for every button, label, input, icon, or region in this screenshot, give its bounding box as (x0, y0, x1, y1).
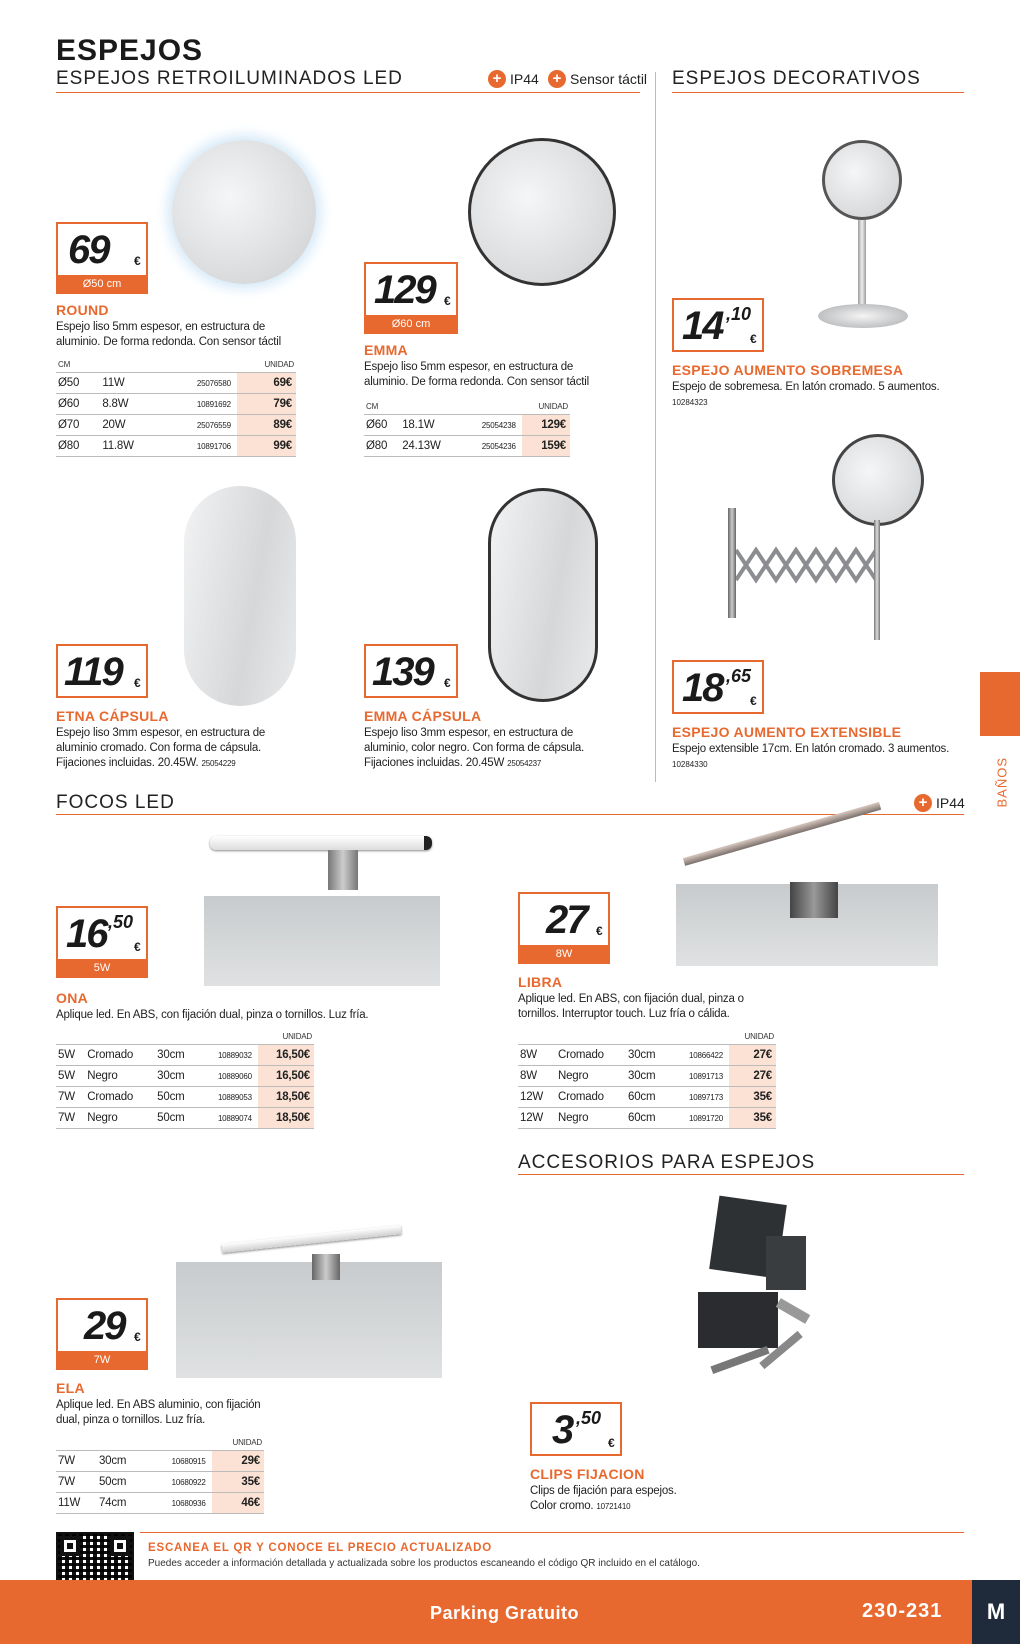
price-integer: 27 (546, 898, 587, 942)
product-name-libra: LIBRA (518, 974, 563, 990)
page-numbers: 230-231 (862, 1600, 943, 1622)
price-integer: 18 (682, 666, 723, 710)
product-name-extensible: ESPEJO AUMENTO EXTENSIBLE (672, 724, 902, 740)
price-currency: € (444, 294, 451, 308)
product-name-clips: CLIPS FIJACION (530, 1466, 645, 1482)
spec-table-ona (56, 1032, 314, 1129)
clips-image (696, 1196, 816, 1396)
qr-title: ESCANEA EL QR Y CONOCE EL PRECIO ACTUALIZADO (148, 1542, 493, 1554)
emma-capsule-mirror-image (488, 488, 598, 702)
table-mirror-image (810, 136, 920, 336)
libra-lamp-image (683, 802, 881, 866)
table-row: 5W Cromado 30cm 10889032 16,50€ (56, 1045, 314, 1066)
price-tag-ela (56, 1298, 148, 1370)
price-currency: € (134, 1330, 141, 1344)
product-ref-sobremesa: 10284323 (672, 398, 708, 407)
feature-ip44 (914, 794, 965, 812)
product-desc-libra: Aplique led. En ABS, con fijación dual, pinza o tornillos. Interruptor touch. Luz fría o cálida. (518, 993, 744, 1020)
ona-lamp-image (210, 836, 432, 850)
page-title: ESPEJOS (56, 34, 204, 67)
column-divider (655, 72, 656, 782)
product-desc-ela: Aplique led. En ABS aluminio, con fijación dual, pinza o tornillos. Luz fría. (56, 1399, 261, 1426)
table-row: 12W Cromado 60cm 10897173 35€ (518, 1087, 776, 1108)
product-desc-etna: Espejo liso 3mm espesor, en estructura de aluminio cromado. Con forma de cápsula. Fijaciones incluidas. 20.45W. 25054229 (56, 727, 266, 769)
plus-icon: + (914, 794, 932, 812)
table-row: Ø60 8.8W 10891692 79€ (56, 394, 296, 415)
spec-table-emma (364, 402, 570, 457)
feature-sensor (548, 70, 647, 88)
plus-icon: + (488, 70, 506, 88)
product-desc-ona: Aplique led. En ABS, con fijación dual, pinza o tornillos. Luz fría. (56, 1009, 369, 1021)
section-title-accessories: ACCESORIOS PARA ESPEJOS (518, 1152, 816, 1173)
section-divider (56, 814, 964, 815)
price-tag-emma-capsula (364, 644, 458, 698)
price-integer: 3 (552, 1408, 573, 1452)
product-name-sobremesa: ESPEJO AUMENTO SOBREMESA (672, 362, 904, 378)
price-tag-extensible (672, 660, 764, 714)
price-currency: € (608, 1436, 615, 1450)
round-mirror-image (172, 140, 316, 284)
extensible-mirror-image (728, 430, 928, 640)
product-name-etna: ETNA CÁPSULA (56, 708, 169, 724)
size-label: Ø60 cm (364, 315, 458, 334)
table-row: Ø50 11W 25076580 69€ (56, 373, 296, 394)
section-title-decorative: ESPEJOS DECORATIVOS (672, 68, 921, 89)
col-header-unit: UNIDAD (264, 360, 294, 369)
qr-text: Puedes acceder a información detallada y actualizada sobre los productos escaneando el código QR incluido en el catálogo. (148, 1558, 701, 1569)
price-tag-ona (56, 906, 148, 978)
price-tag-emma (364, 262, 458, 334)
etna-capsule-mirror-image (184, 486, 296, 706)
table-row: 5W Negro 30cm 10889060 16,50€ (56, 1066, 314, 1087)
table-row: Ø70 20W 25076559 89€ (56, 415, 296, 436)
table-row: Ø60 18.1W 25054238 129€ (364, 415, 570, 436)
plus-icon: + (548, 70, 566, 88)
brand-logo: M (972, 1580, 1020, 1644)
col-header-unit: UNIDAD (744, 1032, 774, 1041)
product-desc-clips: Clips de fijación para espejos. Color cromo. 10721410 (530, 1485, 677, 1512)
price-currency: € (134, 254, 141, 268)
spec-table-ela (56, 1438, 264, 1514)
price-decimal: ,50 (108, 912, 134, 932)
col-header-cm: CM (366, 402, 379, 411)
section-title-spots: FOCOS LED (56, 792, 175, 813)
table-row: 7W 30cm 10680915 29€ (56, 1451, 264, 1472)
price-currency: € (134, 676, 141, 690)
ela-bracket (312, 1254, 340, 1280)
section-divider (518, 1174, 964, 1175)
price-integer: 119 (64, 650, 122, 694)
price-tag-round (56, 222, 148, 294)
side-tab (980, 672, 1020, 736)
col-header-unit: UNIDAD (232, 1438, 262, 1447)
col-header-unit: UNIDAD (282, 1032, 312, 1041)
price-decimal: ,10 (726, 304, 752, 324)
footer-label: Parking Gratuito (430, 1603, 580, 1623)
table-row: Ø80 24.13W 25054236 159€ (364, 436, 570, 457)
table-row: Ø80 11.8W 10891706 99€ (56, 436, 296, 457)
feature-label: IP44 (936, 795, 965, 811)
price-currency: € (750, 332, 757, 346)
col-header-cm: CM (58, 360, 71, 369)
table-row: 8W Negro 30cm 10891713 27€ (518, 1066, 776, 1087)
product-name-emma: EMMA (364, 342, 408, 358)
price-currency: € (444, 676, 451, 690)
table-row: 7W 50cm 10680922 35€ (56, 1472, 264, 1493)
price-integer: 29 (84, 1304, 125, 1348)
spec-table-round (56, 360, 296, 457)
table-row: 11W 74cm 10680936 46€ (56, 1493, 264, 1514)
product-name-ona: ONA (56, 990, 89, 1006)
feature-ip44 (488, 70, 539, 88)
price-tag-sobremesa (672, 298, 764, 352)
product-desc-round: Espejo liso 5mm espesor, en estructura de aluminio. De forma redonda. Con sensor táctil (56, 321, 281, 348)
price-decimal: ,65 (726, 666, 752, 686)
side-tab-label: BAÑOS (994, 756, 1010, 808)
size-label: Ø50 cm (56, 275, 148, 294)
product-desc-emma: Espejo liso 5mm espesor, en estructura de aluminio. De forma redonda. Con sensor táctil (364, 361, 589, 388)
price-integer: 139 (372, 650, 433, 694)
price-integer: 129 (374, 268, 435, 312)
ona-wall-image (204, 896, 440, 986)
feature-label: IP44 (510, 71, 539, 87)
price-decimal: ,50 (576, 1408, 602, 1428)
price-tag-clips (530, 1402, 622, 1456)
section-divider (672, 92, 964, 93)
product-desc-emma-capsula: Espejo liso 3mm espesor, en estructura de aluminio, color negro. Con forma de cápsula. Fijaciones incluidas. 20.45W 25054237 (364, 727, 585, 769)
col-header-unit: UNIDAD (538, 402, 568, 411)
table-row: 12W Negro 60cm 10891720 35€ (518, 1108, 776, 1129)
qr-divider (140, 1532, 964, 1533)
price-tag-libra (518, 892, 610, 964)
product-name-round: ROUND (56, 302, 109, 318)
section-divider (56, 92, 640, 93)
price-integer: 69 (68, 228, 109, 272)
ela-wall-image (176, 1262, 442, 1378)
section-title-led: ESPEJOS RETROILUMINADOS LED (56, 68, 403, 89)
ela-lamp-image (222, 1225, 402, 1253)
size-label: 7W (56, 1351, 148, 1370)
product-ref-extensible: 10284330 (672, 760, 708, 769)
price-tag-etna (56, 644, 148, 698)
price-integer: 14 (682, 304, 723, 348)
size-label: 8W (518, 945, 610, 964)
table-row: 7W Cromado 50cm 10889053 18,50€ (56, 1087, 314, 1108)
feature-label: Sensor táctil (570, 71, 648, 87)
price-currency: € (134, 940, 141, 954)
ona-bracket (328, 850, 358, 890)
product-desc-sobremesa: Espejo de sobremesa. En latón cromado. 5 aumentos. (672, 381, 940, 393)
price-currency: € (596, 924, 603, 938)
table-row: 8W Cromado 30cm 10866422 27€ (518, 1045, 776, 1066)
product-name-ela: ELA (56, 1380, 85, 1396)
libra-bracket (790, 882, 838, 918)
price-currency: € (750, 694, 757, 708)
product-desc-extensible: Espejo extensible 17cm. En latón cromado. 3 aumentos. (672, 743, 950, 755)
table-row: 7W Negro 50cm 10889074 18,50€ (56, 1108, 314, 1129)
size-label: 5W (56, 959, 148, 978)
price-integer: 16 (66, 912, 107, 956)
emma-mirror-image (468, 138, 616, 286)
spec-table-libra (518, 1032, 776, 1129)
product-name-emma-capsula: EMMA CÁPSULA (364, 708, 482, 724)
